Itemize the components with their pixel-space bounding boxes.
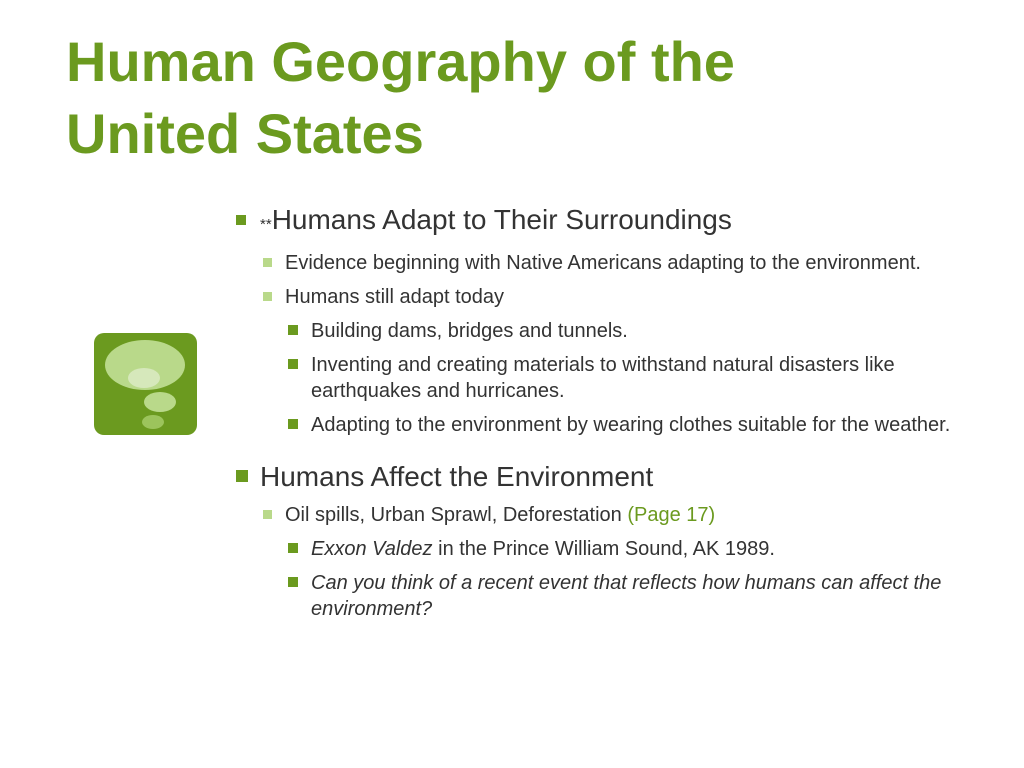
subpoint	[261, 250, 956, 276]
topic-adapt	[236, 203, 956, 242]
slide-body	[236, 203, 956, 622]
detail-text: Inventing and creating materials to withstand natural disasters like earthquakes and hurricanes.	[311, 354, 895, 402]
topic-heading: Humans Adapt to Their Surroundings	[271, 204, 732, 235]
detail-item	[286, 352, 956, 404]
detail-question: Can you think of a recent event that reflects how humans can affect the environment?	[311, 572, 942, 620]
square-bullet-icon	[263, 510, 272, 519]
detail-item	[286, 536, 956, 562]
topic-prefix: **	[260, 216, 272, 233]
square-bullet-icon	[288, 577, 298, 587]
detail-item	[286, 412, 956, 438]
subpoint-text: Humans still adapt today	[285, 286, 505, 308]
square-bullet-icon	[288, 543, 298, 553]
square-bullet-icon	[236, 470, 248, 482]
square-bullet-icon	[236, 215, 246, 225]
detail-item	[286, 318, 956, 344]
thought-bubble-icon	[94, 333, 197, 435]
detail-text: Building dams, bridges and tunnels.	[311, 320, 628, 342]
title-line-2: United States	[66, 102, 424, 165]
subpoint	[261, 502, 956, 528]
detail-item	[286, 570, 956, 622]
subpoint	[261, 284, 956, 310]
square-bullet-icon	[288, 419, 298, 429]
subpoint-text: Evidence beginning with Native Americans adapting to the environment.	[285, 252, 921, 274]
subpoint-text: Oil spills, Urban Sprawl, Deforestation	[285, 504, 622, 526]
detail-text: in the Prince William Sound, AK 1989.	[432, 538, 775, 560]
detail-text: Adapting to the environment by wearing clothes suitable for the weather.	[311, 414, 951, 436]
slide-title	[66, 26, 966, 170]
detail-italic: Exxon Valdez	[311, 538, 433, 560]
title-line-1: Human Geography of the	[66, 30, 735, 93]
square-bullet-icon	[288, 325, 298, 335]
page-reference: (Page 17)	[627, 504, 716, 526]
topic-affect	[236, 460, 956, 494]
square-bullet-icon	[263, 258, 272, 267]
square-bullet-icon	[263, 292, 272, 301]
square-bullet-icon	[288, 359, 298, 369]
topic-heading: Humans Affect the Environment	[260, 461, 654, 492]
